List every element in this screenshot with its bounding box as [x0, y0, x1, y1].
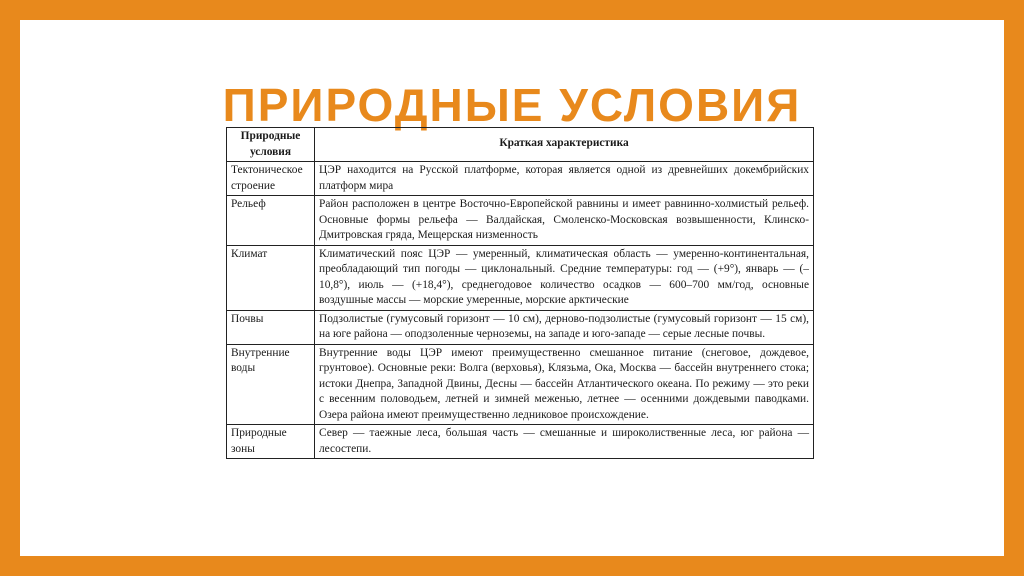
description-cell: Климатический пояс ЦЭР — умеренный, климатическая область — умеренно-континентальная, преобладающий тип погоды — циклональный. Средние температуры: год — (+9°), январь — (– 10,8°), июль — (+18,4°), среднегодовое количество осадков — 600–700 мм/год, основные воздушные массы — морские умеренные, морские арктические — [315, 245, 814, 310]
description-cell: Подзолистые (гумусовый горизонт — 10 см), дерново-подзолистые (гумусовый горизонт — 15 см), на юге района — оподзоленные черноземы, на западе и юго-западе — серые лесные почвы. — [315, 310, 814, 344]
column-header-description: Краткая характеристика — [315, 128, 814, 162]
column-header-conditions: Природные условия — [227, 128, 315, 162]
slide — [20, 20, 1004, 556]
description-cell: ЦЭР находится на Русской платформе, которая является одной из древнейших докембрийских платформ мира — [315, 162, 814, 196]
description-cell: Север — таежные леса, большая часть — смешанные и широколиственные леса, юг района — лесостепи. — [315, 425, 814, 459]
condition-cell: Внутренние воды — [227, 344, 315, 425]
condition-cell: Природные зоны — [227, 425, 315, 459]
description-cell: Район расположен в центре Восточно-Европейской равнины и имеет равнинно-холмистый рельеф. Основные формы рельефа — Валдайская, Смоленско-Московская возвышенности, Клинско-Дмитровская гряда, Мещерская низменность — [315, 196, 814, 246]
table-row — [227, 425, 814, 459]
condition-cell: Рельеф — [227, 196, 315, 246]
table-row — [227, 245, 814, 310]
slide-title: ПРИРОДНЫЕ УСЛОВИЯ — [222, 79, 802, 131]
table-row — [227, 196, 814, 246]
table-row — [227, 162, 814, 196]
condition-cell: Почвы — [227, 310, 315, 344]
natural-conditions-table — [226, 127, 814, 459]
description-cell: Внутренние воды ЦЭР имеют преимущественно смешанное питание (снеговое, дождевое, грунтовое). Основные реки: Волга (верховья), Клязьма, Ока, Москва — бассейн внутреннего стока; истоки Днепра, Западной Двины, Десны — бассейн Атлантического океана. По режиму — это реки с весенним половодьем, летней и зимней меженью, летнее — осенними дождевыми паводками. Озера района имеют преимущественно ледниковое происхождение. — [315, 344, 814, 425]
table-header-row — [227, 128, 814, 162]
condition-cell: Тектоническое строение — [227, 162, 315, 196]
table-row — [227, 344, 814, 425]
table-row — [227, 310, 814, 344]
condition-cell: Климат — [227, 245, 315, 310]
